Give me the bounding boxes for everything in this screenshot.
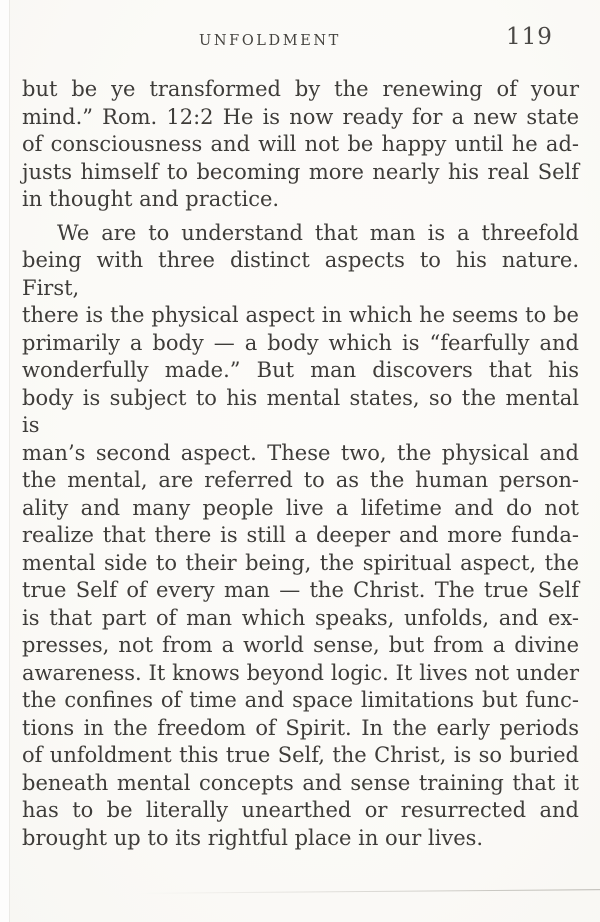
text-line: presses, not from a world sense, but from a divine: [22, 633, 579, 657]
text-line: We are to understand that man is a threefold: [57, 220, 579, 245]
text-line: beneath mental concepts and sense training that it: [22, 770, 579, 795]
text-line: justs himself to becoming more nearly his real Self: [22, 159, 579, 184]
text-line: primarily a body — a body which is “fearfully and: [22, 330, 579, 355]
text-line: body is subject to his mental states, so the mental is: [22, 385, 579, 437]
text-line: but be ye transformed by the renewing of your: [22, 77, 579, 101]
paragraph: [22, 76, 579, 214]
running-head-title: UNFOLDMENT: [199, 33, 341, 49]
page-bottom-edge-shadow: [140, 889, 600, 894]
text-line: is that part of man which speaks, unfolds, and ex-: [22, 605, 579, 630]
text-line: awareness. It knows beyond logic. It lives not under: [22, 660, 579, 685]
text-line: brought up to its rightful place in our lives.: [22, 825, 484, 850]
text-line: wonderfully made.” But man discovers that his: [22, 358, 579, 382]
text-line: has to be literally unearthed or resurrected and: [22, 798, 579, 822]
text-line: realize that there is still a deeper and more funda-: [22, 523, 579, 547]
page-number: 119: [506, 24, 553, 50]
text-line: the confines of time and space limitations but func-: [22, 688, 579, 712]
scan-left-edge: [0, 0, 10, 922]
text-line: of unfoldment this true Self, the Christ, is so buried: [22, 743, 579, 767]
text-line: man’s second aspect. These two, the physical and: [22, 440, 579, 465]
body-text: [22, 76, 579, 852]
text-line: ality and many people live a lifetime and do not: [22, 495, 579, 520]
text-line: mental side to their being, the spiritual aspect, the: [22, 550, 579, 575]
text-line: true Self of every man — the Christ. The true Self: [22, 578, 579, 602]
text-line: in thought and practice.: [22, 187, 280, 211]
text-line: the mental, are referred to as the human person-: [22, 468, 579, 492]
paragraph: [22, 220, 579, 853]
text-line: of consciousness and will not be happy until he ad-: [22, 132, 579, 156]
text-line: being with three distinct aspects to his nature. First,: [22, 248, 579, 300]
text-line: mind.” Rom. 12:2 He is now ready for a new state: [22, 104, 579, 129]
text-line: tions in the freedom of Spirit. In the early periods: [22, 715, 579, 740]
text-line: there is the physical aspect in which he seems to be: [22, 303, 579, 327]
